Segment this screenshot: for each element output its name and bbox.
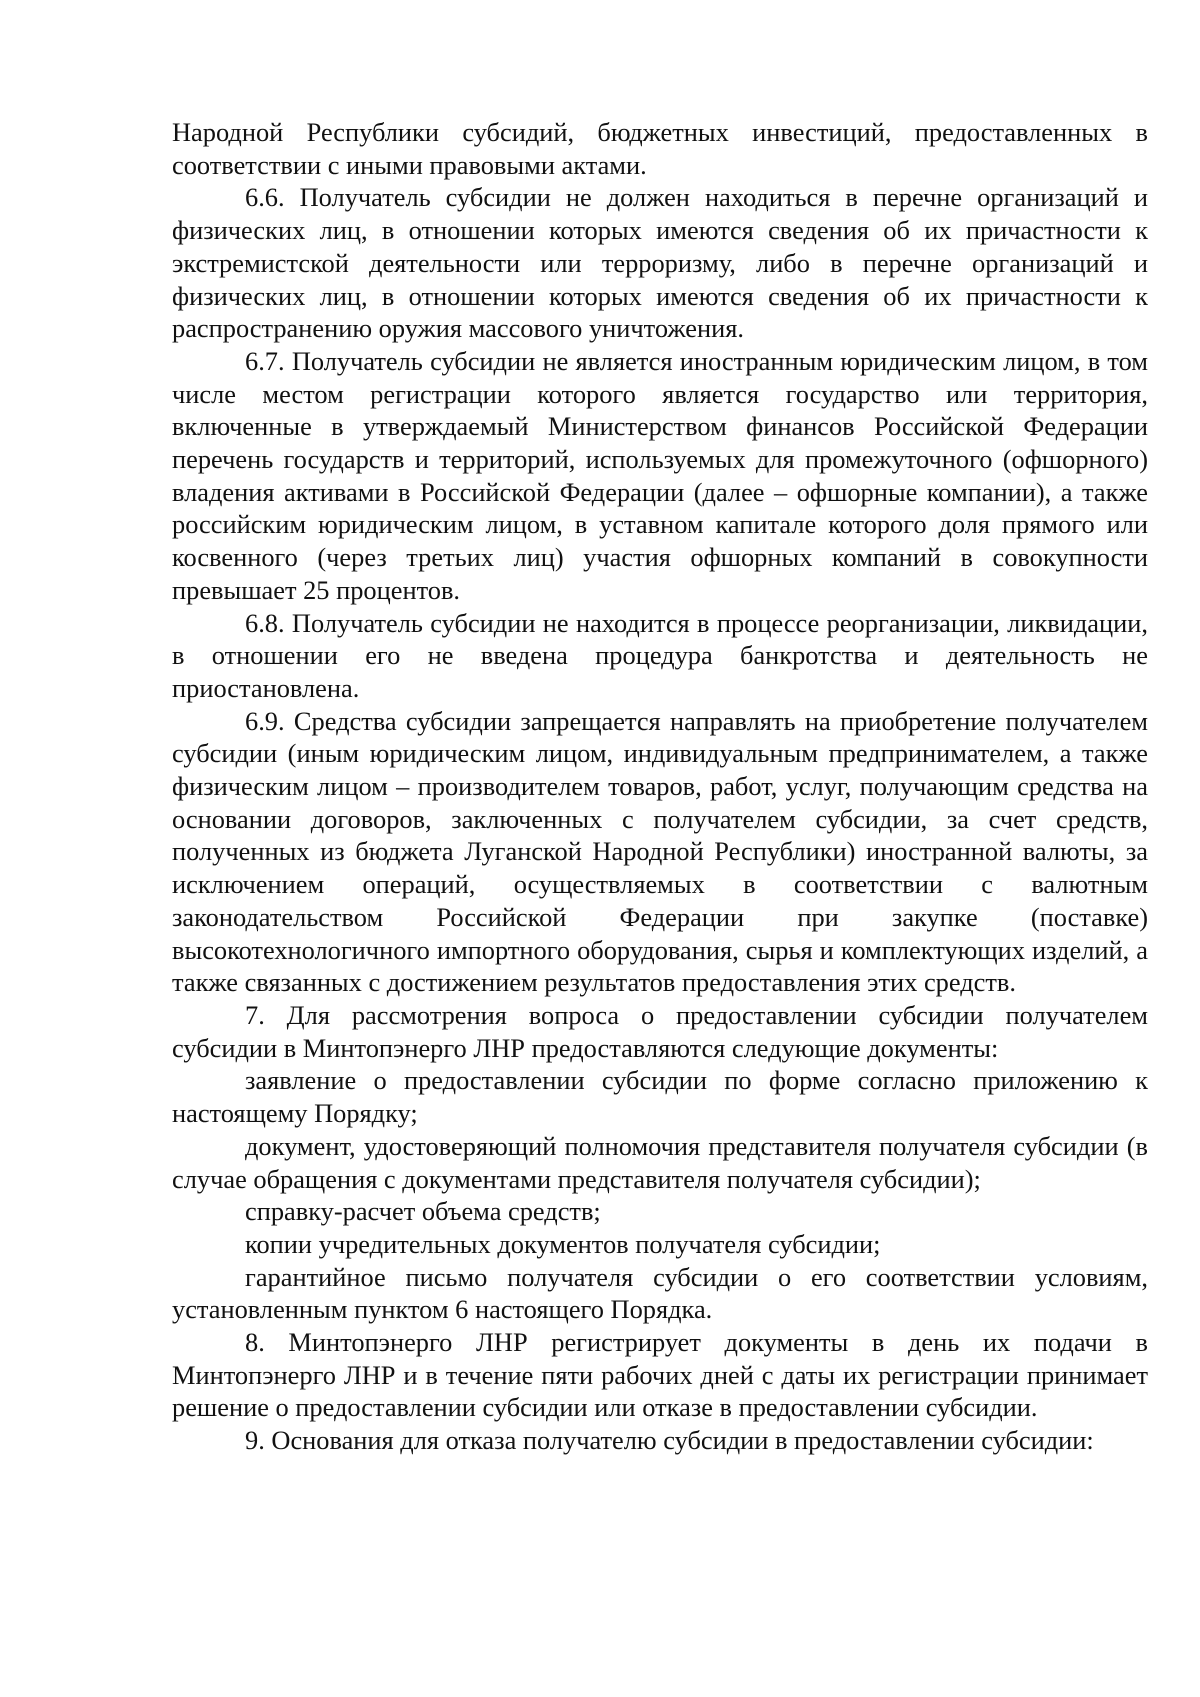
list-item-founding-documents: копии учредительных документов получателя субсидии; xyxy=(245,1228,881,1259)
document-page xyxy=(172,116,1148,1457)
paragraph-6-6: 6.6. Получатель субсидии не должен находиться в перечне организаций и физических лиц, в отношении которых имеются сведения об их причастности к экстремистской деятельности или терроризму, либо в перечне организаций и физических лиц, в отношении которых имеются сведения об их причастности к распространению оружия массового уничтожения. xyxy=(172,182,1148,344)
paragraph-9: 9. Основания для отказа получателю субсидии в предоставлении субсидии: xyxy=(245,1425,1094,1456)
list-item-authority-document: документ, удостоверяющий полномочия представителя получателя субсидии (в случае обращения с документами представителя получателя субсидии); xyxy=(172,1130,1148,1194)
list-item-guarantee-letter: гарантийное письмо получателя субсидии о его соответствии условиям, установленным пунктом 6 настоящего Порядка. xyxy=(172,1261,1148,1325)
list-item-application: заявление о предоставлении субсидии по форме согласно приложению к настоящему Порядку; xyxy=(172,1065,1148,1129)
paragraph-continuation: Народной Республики субсидий, бюджетных инвестиций, предоставленных в соответствии с иными правовыми актами. xyxy=(172,117,1148,180)
list-item-calculation: справку-расчет объема средств; xyxy=(245,1196,601,1227)
paragraph-6-9: 6.9. Средства субсидии запрещается направлять на приобретение получателем субсидии (иным юридическим лицом, индивидуальным предпринимателем, а также физическим лицом – производителем товаров, работ, услуг, получающим средства на основании договоров, заключенных с получателем субсидии, за счет средств, полученных из бюджета Луганской Народной Республики) иностранной валюты, за исключением операций, осуществляемых в соответствии с валютным законодательством Российской Федерации при закупке (поставке) высокотехнологичного импортного оборудования, сырья и комплектующих изделий, а также связанных с достижением результатов предоставления этих средств. xyxy=(172,705,1148,998)
paragraph-6-7: 6.7. Получатель субсидии не является иностранным юридическим лицом, в том числе местом регистрации которого является государство или территория, включенные в утверждаемый Министерством финансов Российской Федерации перечень государств и территорий, используемых для промежуточного (офшорного) владения активами в Российской Федерации (далее – офшорные компании), а также российским юридическим лицом, в уставном капитале которого доля прямого или косвенного (через третьих лиц) участия офшорных компаний в совокупности превышает 25 процентов. xyxy=(172,345,1148,605)
paragraph-8: 8. Минтопэнерго ЛНР регистрирует документы в день их подачи в Минтопэнерго ЛНР и в течение пяти рабочих дней с даты их регистрации принимает решение о предоставлении субсидии или отказе в предоставлении субсидии. xyxy=(172,1327,1148,1423)
paragraph-6-8: 6.8. Получатель субсидии не находится в процессе реорганизации, ликвидации, в отношении его не введена процедура банкротства и деятельность не приостановлена. xyxy=(172,607,1148,703)
paragraph-7: 7. Для рассмотрения вопроса о предоставлении субсидии получателем субсидии в Минтопэнерго ЛНР предоставляются следующие документы: xyxy=(172,999,1148,1063)
